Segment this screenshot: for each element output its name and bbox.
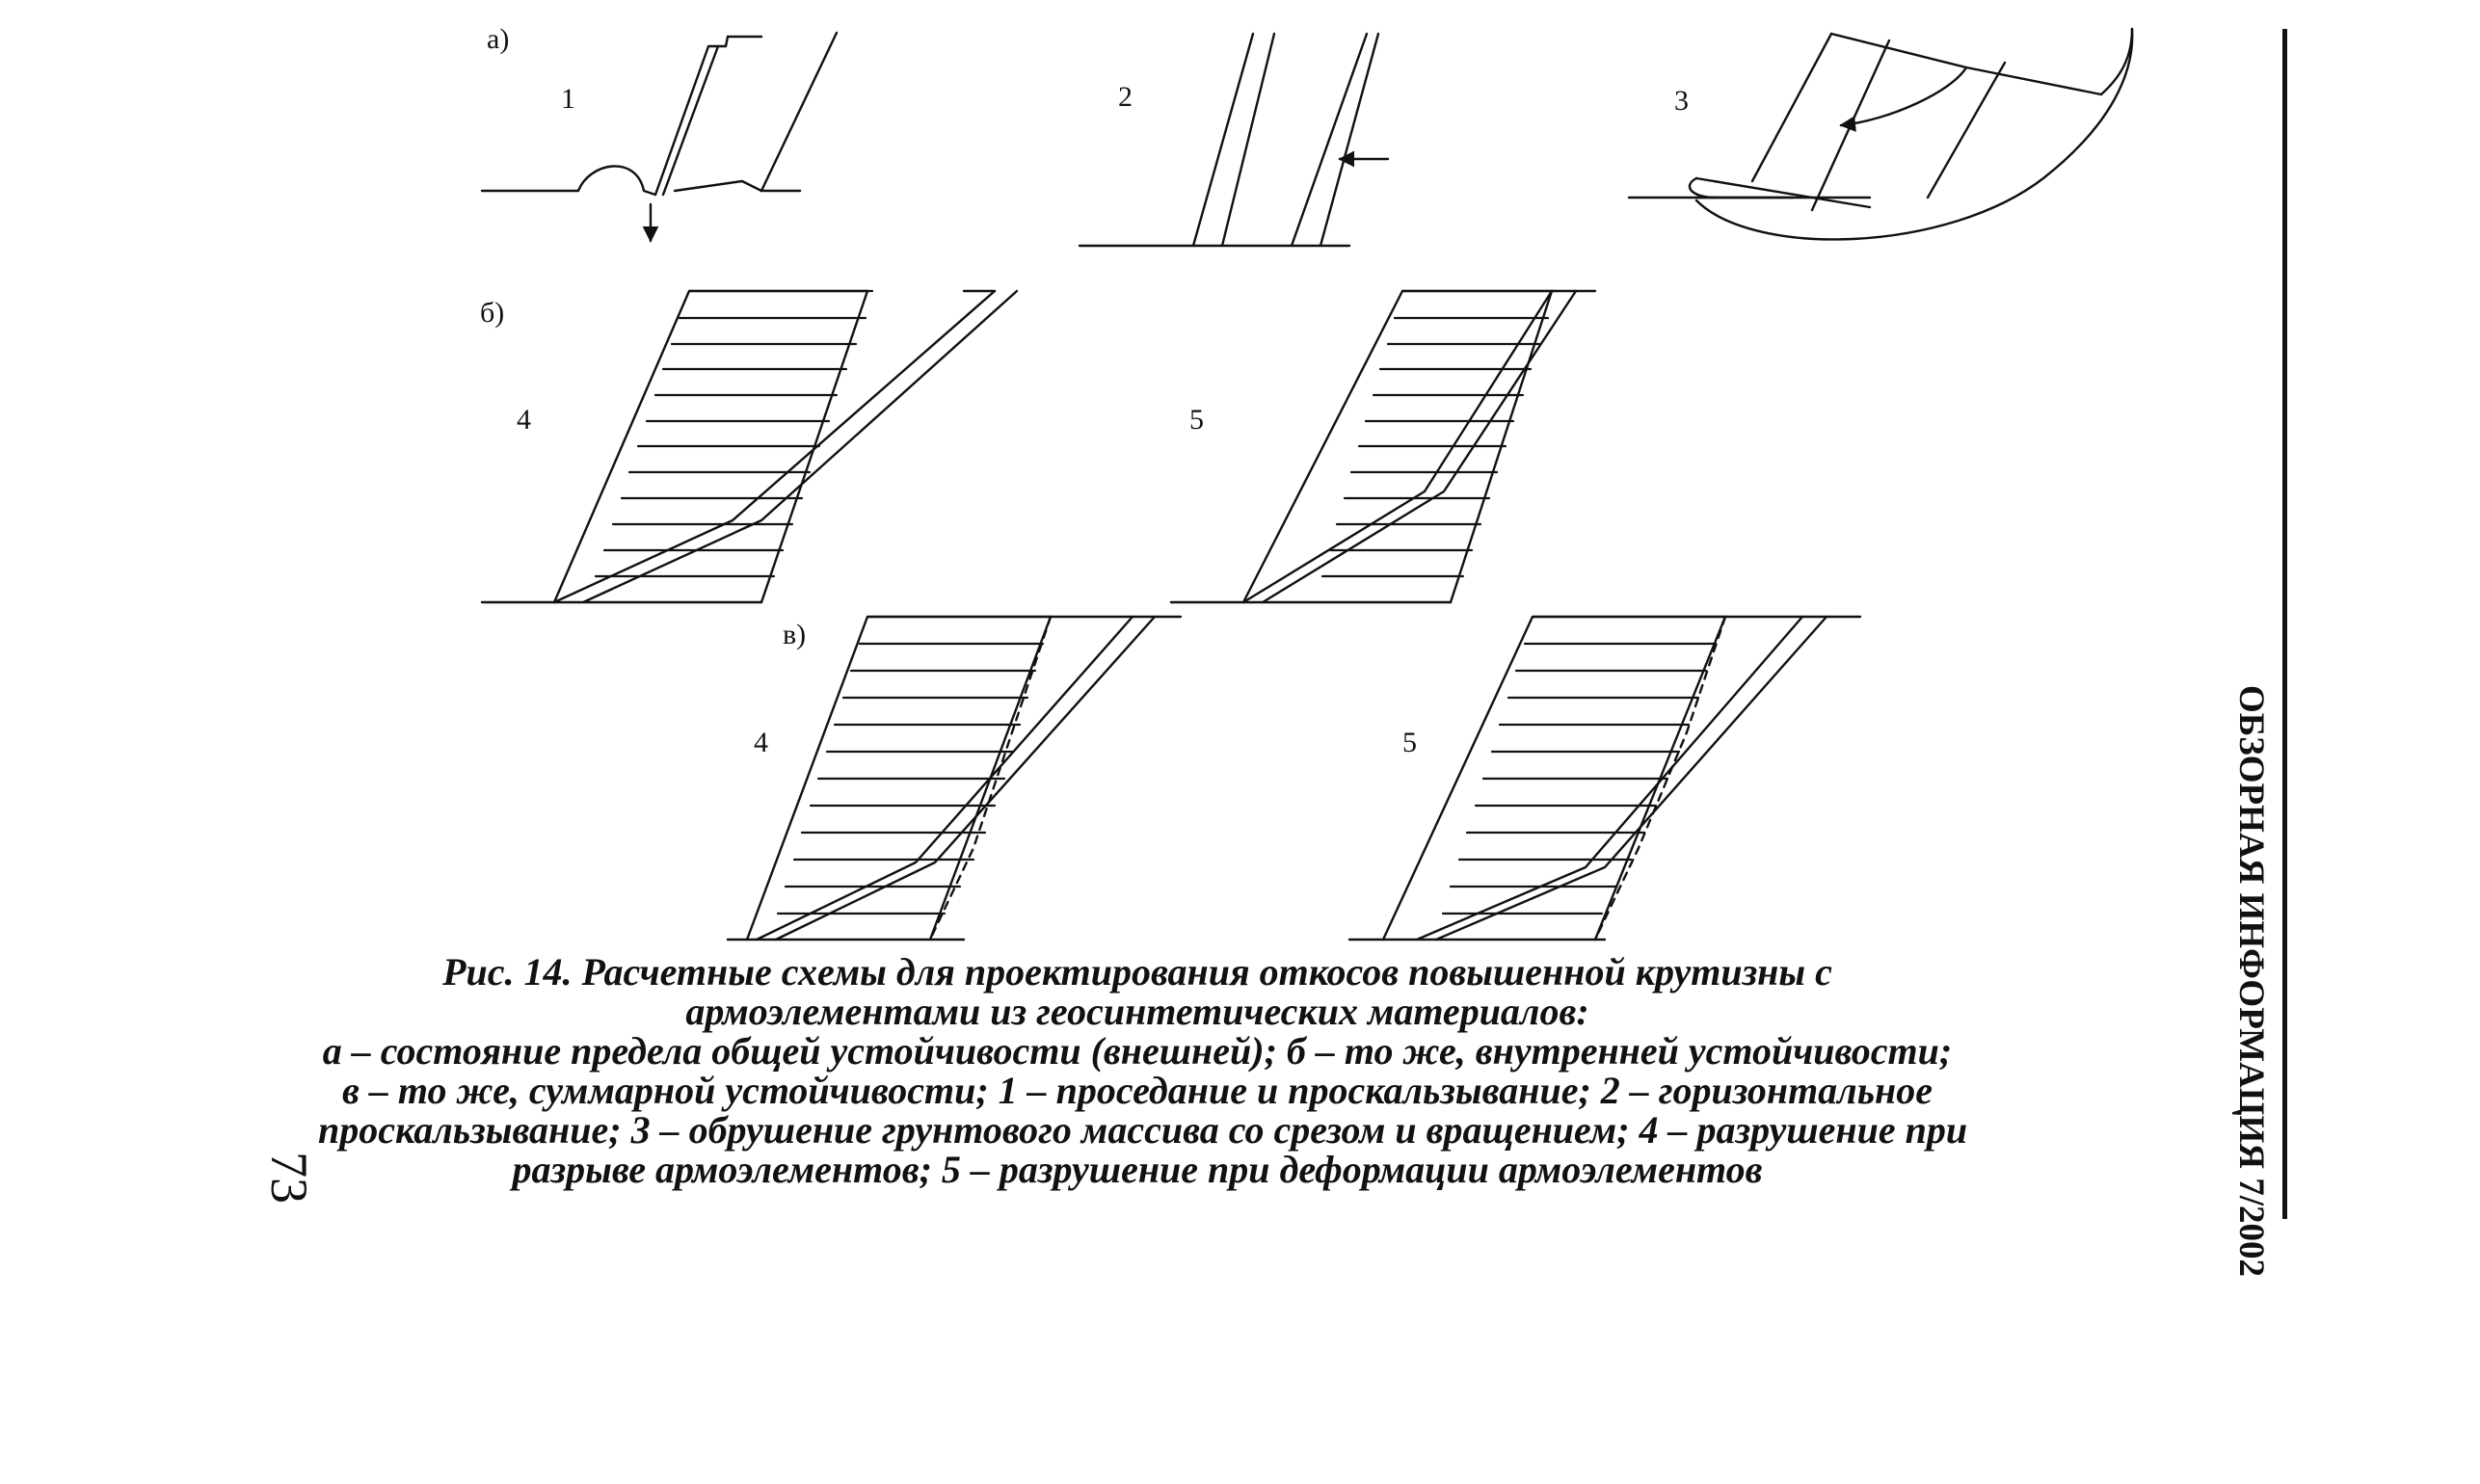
journal-title: ОБЗОРНАЯ ИНФОРМАЦИЯ 7/2002 (2231, 685, 2271, 1278)
scheme-v4-drawing (728, 617, 1181, 940)
row-label-b: б) (480, 297, 505, 329)
caption-line: а – состояние предела общей устойчивости (внешней); б – то же, внутренней устойчивости; (322, 1029, 1953, 1073)
scheme-b4-drawing (482, 291, 1017, 602)
scheme-v4-reinforcement-layers (778, 617, 1051, 914)
caption-line: в – то же, суммарной устойчивости; 1 – проседание и проскальзывание; 2 – горизонтальное (342, 1069, 1933, 1112)
scheme-label-b4: 4 (517, 404, 531, 436)
caption-line: Рис. 14. Расчетные схемы для проектирования откосов повышенной крутизны с (442, 950, 1832, 994)
scheme-1-drawing (482, 33, 837, 241)
row-label-a: а) (487, 23, 510, 55)
caption-line: армоэлементами из геосинтетических материалов: (685, 990, 1589, 1033)
scheme-label-3: 3 (1674, 85, 1689, 117)
scheme-2-drawing (1080, 34, 1388, 246)
page-number: 73 (260, 1152, 318, 1204)
scheme-label-2: 2 (1118, 81, 1133, 113)
margin-rule (2282, 29, 2287, 1219)
scheme-3-drawing (1629, 29, 2132, 239)
scheme-label-1: 1 (561, 83, 575, 115)
scheme-label-v5: 5 (1402, 727, 1417, 758)
scheme-v5-drawing (1349, 617, 1860, 940)
scheme-label-v4: 4 (754, 727, 768, 758)
caption-line: проскальзывание; 3 – обрушение грунтового массива со срезом и вращением; 4 – разрушение при (318, 1108, 1968, 1152)
row-label-v: в) (783, 619, 807, 650)
scheme-b5-drawing (1171, 291, 1595, 602)
caption-line: разрыве армоэлементов; 5 – разрушение при деформации армоэлементов (512, 1148, 1763, 1191)
scheme-label-b5: 5 (1189, 404, 1204, 436)
figure-caption (318, 950, 1968, 1191)
